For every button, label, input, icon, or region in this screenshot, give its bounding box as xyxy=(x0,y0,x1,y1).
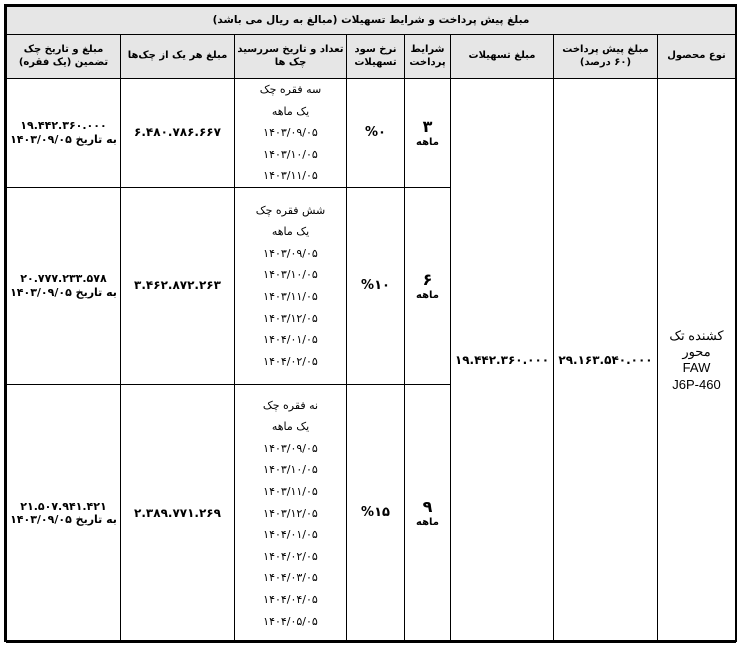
header-down-payment: مبلغ پیش پرداخت (۶۰ درصد) xyxy=(554,35,658,79)
header-facility: مبلغ تسهیلات xyxy=(451,35,554,79)
check-dates: نه فقره چک یک ماهه ۱۴۰۳/۰۹/۰۵ ۱۴۰۳/۱۰/۰۵ ۱۴۰۳/۱۱/۰۵ ۱۴۰۳/۱۲/۰۵ ۱۴۰۴/۰۱/۰۵ ۱۴۰۴/۰۲/۰۵ ۱۴۰۴/۰۳/۰۵ ۱۴۰۴/۰۴/۰۵ ۱۴۰۴/۰۵/۰۵ xyxy=(235,384,347,642)
guarantee-check: ۲۰.۷۷۷.۲۳۳.۵۷۸ به تاریخ ۱۴۰۳/۰۹/۰۵ xyxy=(7,187,121,384)
header-checks-dates: تعداد و تاریخ سررسید چک ها xyxy=(235,35,347,79)
payment-term: ۹ ماهه xyxy=(405,384,451,642)
payment-term: ۶ ماهه xyxy=(405,187,451,384)
check-dates: شش فقره چک یک ماهه ۱۴۰۳/۰۹/۰۵ ۱۴۰۳/۱۰/۰۵ ۱۴۰۳/۱۱/۰۵ ۱۴۰۳/۱۲/۰۵ ۱۴۰۴/۰۱/۰۵ ۱۴۰۴/۰۲/۰۵ xyxy=(235,187,347,384)
interest-rate: %۰ xyxy=(347,79,405,188)
table-title: مبلغ پیش پرداخت و شرایط تسهیلات (مبالغ به ریال می باشد) xyxy=(7,7,736,35)
each-check-amount: ۶.۴۸۰.۷۸۶.۶۶۷ xyxy=(121,79,235,188)
down-payment-amount: ۲۹.۱۶۳.۵۴۰.۰۰۰ xyxy=(554,79,658,643)
guarantee-check: ۱۹.۴۴۲.۳۶۰.۰۰۰ به تاریخ ۱۴۰۳/۰۹/۰۵ xyxy=(7,79,121,188)
check-dates: سه فقره چک یک ماهه ۱۴۰۳/۰۹/۰۵ ۱۴۰۳/۱۰/۰۵ ۱۴۰۳/۱۱/۰۵ xyxy=(235,79,347,188)
header-guarantee-check: مبلغ و تاریخ چک تضمین (یک فقره) xyxy=(7,35,121,79)
table-row xyxy=(7,79,736,188)
facility-table xyxy=(6,6,736,643)
each-check-amount: ۲.۳۸۹.۷۷۱.۲۶۹ xyxy=(121,384,235,642)
product-name: کشنده تک محور FAW J6P-460 xyxy=(658,79,736,643)
facility-amount: ۱۹.۴۴۲.۳۶۰.۰۰۰ xyxy=(451,79,554,643)
header-interest-rate: نرخ سود تسهیلات xyxy=(347,35,405,79)
header-each-check: مبلغ هر یک از چک‌ها xyxy=(121,35,235,79)
each-check-amount: ۳.۴۶۲.۸۷۲.۲۶۳ xyxy=(121,187,235,384)
payment-term: ۳ ماهه xyxy=(405,79,451,188)
guarantee-check: ۲۱.۵۰۷.۹۴۱.۴۲۱ به تاریخ ۱۴۰۳/۰۹/۰۵ xyxy=(7,384,121,642)
interest-rate: %۱۰ xyxy=(347,187,405,384)
header-payment-terms: شرایط پرداخت xyxy=(405,35,451,79)
header-product: نوع محصول xyxy=(658,35,736,79)
interest-rate: %۱۵ xyxy=(347,384,405,642)
